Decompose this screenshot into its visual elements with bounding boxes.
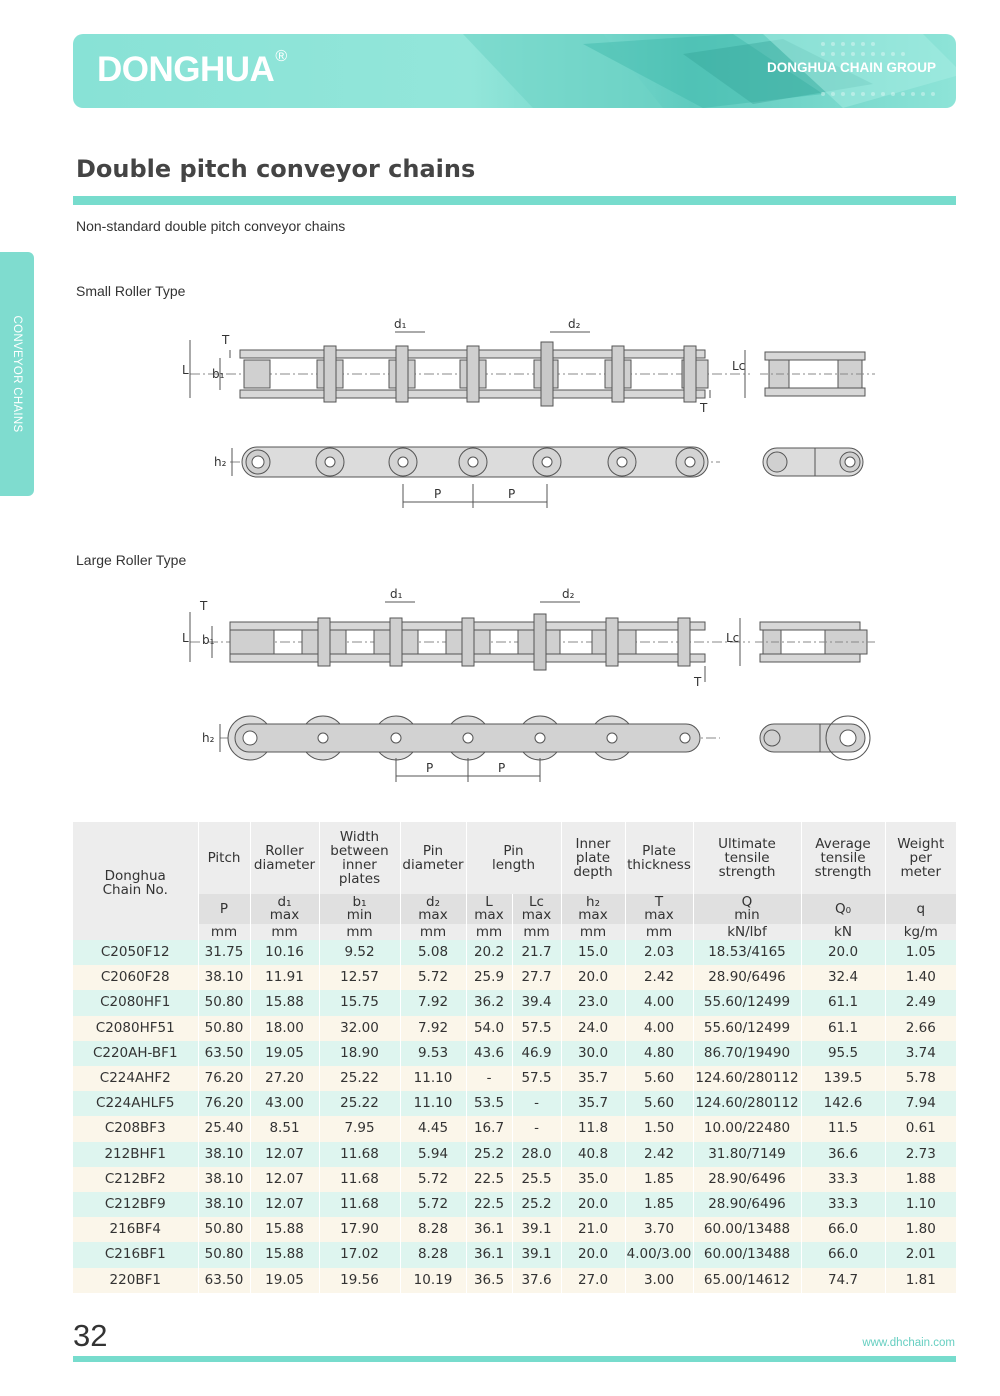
table-row — [73, 965, 956, 990]
table-cell: 24.0 — [561, 1016, 625, 1041]
table-cell: - — [512, 1116, 561, 1141]
table-cell: 38.10 — [198, 1167, 250, 1192]
dim-b1-small: b₁ — [212, 367, 225, 381]
symbol-cell: Q₀ — [801, 894, 885, 924]
table-cell: 20.2 — [466, 940, 512, 965]
table-cell: 124.60/280112 — [693, 1091, 801, 1116]
dim-h2-large: h₂ — [202, 731, 215, 745]
table-cell: 11.91 — [250, 965, 319, 990]
table-cell: 3.70 — [625, 1217, 693, 1242]
table-cell: 25.22 — [319, 1066, 400, 1091]
table-cell: 12.07 — [250, 1167, 319, 1192]
table-cell: 1.10 — [885, 1192, 956, 1217]
table-cell: 5.78 — [885, 1066, 956, 1091]
table-cell: 22.5 — [466, 1167, 512, 1192]
small-roller-label: Small Roller Type — [76, 283, 186, 299]
table-cell: 11.5 — [801, 1116, 885, 1141]
table-cell: 16.7 — [466, 1116, 512, 1141]
large-roller-diagram — [160, 582, 900, 782]
table-cell: 10.16 — [250, 940, 319, 965]
table-cell: 15.88 — [250, 1242, 319, 1267]
table-cell: 5.72 — [400, 1192, 466, 1217]
table-cell: 11.68 — [319, 1192, 400, 1217]
table-cell: 124.60/280112 — [693, 1066, 801, 1091]
table-cell: 39.4 — [512, 990, 561, 1015]
table-cell: 8.28 — [400, 1242, 466, 1267]
table-cell: 1.85 — [625, 1167, 693, 1192]
small-roller-diagram — [160, 312, 900, 512]
symbol-cell: h₂ max — [561, 894, 625, 924]
dim-T2-large: T — [694, 675, 702, 689]
table-cell: 5.72 — [400, 1167, 466, 1192]
unit-cell: kg/m — [885, 924, 956, 940]
table-cell: 12.07 — [250, 1192, 319, 1217]
table-cell: 11.68 — [319, 1142, 400, 1167]
chain-number-cell: C224AHF2 — [73, 1066, 198, 1091]
table-cell: 38.10 — [198, 965, 250, 990]
table-cell: 28.0 — [512, 1142, 561, 1167]
table-row — [73, 1217, 956, 1242]
chain-number-cell: C224AHLF5 — [73, 1091, 198, 1116]
table-cell: - — [466, 1066, 512, 1091]
table-cell: 36.1 — [466, 1217, 512, 1242]
spec-table — [73, 822, 956, 1293]
table-cell: 21.7 — [512, 940, 561, 965]
table-cell: 4.00/3.00 — [625, 1242, 693, 1267]
table-cell: 63.50 — [198, 1268, 250, 1293]
table-cell: 1.80 — [885, 1217, 956, 1242]
table-cell: 5.94 — [400, 1142, 466, 1167]
table-cell: 37.6 — [512, 1268, 561, 1293]
table-cell: 0.61 — [885, 1116, 956, 1141]
chain-number-cell: 212BHF1 — [73, 1142, 198, 1167]
table-cell: 7.95 — [319, 1116, 400, 1141]
table-cell: 1.50 — [625, 1116, 693, 1141]
unit-cell: mm — [466, 924, 512, 940]
table-cell: 66.0 — [801, 1242, 885, 1267]
table-cell: 15.75 — [319, 990, 400, 1015]
table-cell: 46.9 — [512, 1041, 561, 1066]
unit-cell: mm — [319, 924, 400, 940]
table-cell: 28.90/6496 — [693, 1167, 801, 1192]
table-cell: 18.00 — [250, 1016, 319, 1041]
table-cell: 74.7 — [801, 1268, 885, 1293]
header-plate-thickness: Plate thickness — [625, 822, 693, 894]
dim-Lc-small: Lc — [732, 359, 746, 373]
table-cell: 10.19 — [400, 1268, 466, 1293]
table-cell: 86.70/19490 — [693, 1041, 801, 1066]
table-cell: 38.10 — [198, 1142, 250, 1167]
dim-L-small: L — [182, 363, 189, 377]
dim-P1-large: P — [426, 761, 434, 775]
table-row — [73, 1066, 956, 1091]
table-cell: 2.73 — [885, 1142, 956, 1167]
table-cell: 35.0 — [561, 1167, 625, 1192]
table-cell: 139.5 — [801, 1066, 885, 1091]
page-title: Double pitch conveyor chains — [76, 155, 476, 183]
table-cell: 36.1 — [466, 1242, 512, 1267]
table-cell: 50.80 — [198, 1242, 250, 1267]
header-pin-diameter: Pin diameter — [400, 822, 466, 894]
table-cell: 50.80 — [198, 1217, 250, 1242]
table-cell: 17.02 — [319, 1242, 400, 1267]
table-cell: 76.20 — [198, 1066, 250, 1091]
table-cell: 55.60/12499 — [693, 990, 801, 1015]
table-cell: 25.2 — [466, 1142, 512, 1167]
table-cell: 76.20 — [198, 1091, 250, 1116]
page-subtitle: Non-standard double pitch conveyor chains — [76, 218, 346, 234]
table-cell: 33.3 — [801, 1192, 885, 1217]
table-cell: 35.7 — [561, 1091, 625, 1116]
header-weight: Weight per meter — [885, 822, 956, 894]
table-cell: 19.05 — [250, 1268, 319, 1293]
table-row — [73, 1142, 956, 1167]
unit-cell: mm — [625, 924, 693, 940]
symbol-cell: q — [885, 894, 956, 924]
dim-h2-small: h₂ — [214, 455, 227, 469]
table-cell: 43.00 — [250, 1091, 319, 1116]
table-cell: 11.10 — [400, 1066, 466, 1091]
table-cell: 18.53/4165 — [693, 940, 801, 965]
table-cell: 2.03 — [625, 940, 693, 965]
side-tab — [0, 252, 34, 496]
header-ultimate-strength: Ultimate tensile strength — [693, 822, 801, 894]
chain-number-cell: C212BF2 — [73, 1167, 198, 1192]
chain-number-cell: 220BF1 — [73, 1268, 198, 1293]
table-cell: 20.0 — [561, 1192, 625, 1217]
table-cell: 12.07 — [250, 1142, 319, 1167]
chain-number-cell: C212BF9 — [73, 1192, 198, 1217]
dim-T-large: T — [200, 599, 208, 613]
table-cell: 54.0 — [466, 1016, 512, 1041]
header-average-strength: Average tensile strength — [801, 822, 885, 894]
table-cell: 25.2 — [512, 1192, 561, 1217]
footer-divider — [73, 1356, 956, 1362]
table-cell: 18.90 — [319, 1041, 400, 1066]
group-name: DONGHUA CHAIN GROUP — [766, 60, 936, 75]
table-cell: 17.90 — [319, 1217, 400, 1242]
unit-cell: mm — [561, 924, 625, 940]
symbol-cell: Q min — [693, 894, 801, 924]
chain-number-cell: C220AH-BF1 — [73, 1041, 198, 1066]
table-cell: 61.1 — [801, 1016, 885, 1041]
table-cell: 35.7 — [561, 1066, 625, 1091]
chain-number-cell: C216BF1 — [73, 1242, 198, 1267]
chain-number-cell: C2080HF1 — [73, 990, 198, 1015]
unit-cell: mm — [250, 924, 319, 940]
table-cell: 63.50 — [198, 1041, 250, 1066]
table-row — [73, 990, 956, 1015]
table-cell: 2.49 — [885, 990, 956, 1015]
unit-cell — [73, 924, 198, 940]
dim-b1-large: b₁ — [202, 633, 215, 647]
table-cell: 66.0 — [801, 1217, 885, 1242]
table-cell: 19.05 — [250, 1041, 319, 1066]
table-cell: 7.92 — [400, 1016, 466, 1041]
unit-cell: mm — [198, 924, 250, 940]
symbol-cell: d₂ max — [400, 894, 466, 924]
table-cell: 65.00/14612 — [693, 1268, 801, 1293]
table-row — [73, 1192, 956, 1217]
table-row — [73, 1268, 956, 1293]
table-cell: 27.20 — [250, 1066, 319, 1091]
table-cell: 4.45 — [400, 1116, 466, 1141]
table-cell: 5.72 — [400, 965, 466, 990]
symbol-cell: d₁ max — [250, 894, 319, 924]
unit-cell: kN — [801, 924, 885, 940]
table-cell: 36.6 — [801, 1142, 885, 1167]
table-cell: 4.80 — [625, 1041, 693, 1066]
table-cell: 11.10 — [400, 1091, 466, 1116]
table-cell: 9.53 — [400, 1041, 466, 1066]
table-cell: 15.88 — [250, 990, 319, 1015]
table-cell: 1.85 — [625, 1192, 693, 1217]
table-cell: 20.0 — [561, 965, 625, 990]
table-cell: 12.57 — [319, 965, 400, 990]
table-cell: 25.9 — [466, 965, 512, 990]
table-cell: 27.7 — [512, 965, 561, 990]
dim-d1-small: d₁ — [394, 317, 407, 331]
table-cell: 3.74 — [885, 1041, 956, 1066]
chain-number-cell: C208BF3 — [73, 1116, 198, 1141]
symbol-cell: b₁ min — [319, 894, 400, 924]
table-cell: 55.60/12499 — [693, 1016, 801, 1041]
table-cell: 4.00 — [625, 1016, 693, 1041]
unit-cell: mm — [512, 924, 561, 940]
table-cell: 50.80 — [198, 1016, 250, 1041]
table-cell: 10.00/22480 — [693, 1116, 801, 1141]
table-cell: 28.90/6496 — [693, 965, 801, 990]
table-row — [73, 1091, 956, 1116]
table-cell: 27.0 — [561, 1268, 625, 1293]
chain-number-cell: C2050F12 — [73, 940, 198, 965]
table-row — [73, 1242, 956, 1267]
table-cell: 1.05 — [885, 940, 956, 965]
table-cell: 57.5 — [512, 1066, 561, 1091]
table-cell: 50.80 — [198, 990, 250, 1015]
table-cell: 25.5 — [512, 1167, 561, 1192]
unit-cell: kN/lbf — [693, 924, 801, 940]
table-cell: 2.42 — [625, 965, 693, 990]
table-cell: 30.0 — [561, 1041, 625, 1066]
table-cell: 2.42 — [625, 1142, 693, 1167]
table-cell: 57.5 — [512, 1016, 561, 1041]
dim-T-small: T — [222, 333, 230, 347]
table-cell: 4.00 — [625, 990, 693, 1015]
side-tab-label: CONVEYOR CHAINS — [11, 315, 23, 433]
symbol-cell: L max — [466, 894, 512, 924]
dim-P2-small: P — [508, 487, 516, 501]
table-cell: 1.88 — [885, 1167, 956, 1192]
table-cell: 61.1 — [801, 990, 885, 1015]
table-cell: 11.68 — [319, 1167, 400, 1192]
table-cell: 25.22 — [319, 1091, 400, 1116]
table-cell: - — [512, 1091, 561, 1116]
symbol-cell: T max — [625, 894, 693, 924]
header-pitch: Pitch — [198, 822, 250, 894]
header-chain-no: Donghua Chain No. — [73, 822, 198, 924]
chain-number-cell: C2060F28 — [73, 965, 198, 990]
page-number: 32 — [73, 1318, 108, 1353]
header-width: Width between inner plates — [319, 822, 400, 894]
table-cell: 1.40 — [885, 965, 956, 990]
header-pin-length: Pin length — [466, 822, 561, 894]
table-cell: 142.6 — [801, 1091, 885, 1116]
table-row — [73, 940, 956, 965]
table-cell: 7.92 — [400, 990, 466, 1015]
table-cell: 32.00 — [319, 1016, 400, 1041]
table-cell: 53.5 — [466, 1091, 512, 1116]
unit-cell: mm — [400, 924, 466, 940]
table-cell: 33.3 — [801, 1167, 885, 1192]
table-cell: 5.60 — [625, 1091, 693, 1116]
table-cell: 5.60 — [625, 1066, 693, 1091]
table-cell: 38.10 — [198, 1192, 250, 1217]
table-cell: 11.8 — [561, 1116, 625, 1141]
table-cell: 39.1 — [512, 1242, 561, 1267]
table-body — [73, 940, 956, 1293]
table-cell: 39.1 — [512, 1217, 561, 1242]
table-cell: 95.5 — [801, 1041, 885, 1066]
table-cell: 32.4 — [801, 965, 885, 990]
table-cell: 9.52 — [319, 940, 400, 965]
header-inner-plate-depth: Inner plate depth — [561, 822, 625, 894]
table-cell: 19.56 — [319, 1268, 400, 1293]
table-cell: 60.00/13488 — [693, 1217, 801, 1242]
table-cell: 7.94 — [885, 1091, 956, 1116]
dim-Lc-large: Lc — [726, 631, 740, 645]
chain-number-cell: C2080HF51 — [73, 1016, 198, 1041]
header-banner — [73, 34, 956, 108]
table-cell: 25.40 — [198, 1116, 250, 1141]
table-cell: 60.00/13488 — [693, 1242, 801, 1267]
table-cell: 36.2 — [466, 990, 512, 1015]
table-cell: 31.75 — [198, 940, 250, 965]
table-cell: 31.80/7149 — [693, 1142, 801, 1167]
table-cell: 15.88 — [250, 1217, 319, 1242]
symbol-cell: Lc max — [512, 894, 561, 924]
dim-P1-small: P — [434, 487, 442, 501]
brand-logo: DONGHUA® — [97, 48, 287, 89]
table-cell: 8.51 — [250, 1116, 319, 1141]
table-cell: 5.08 — [400, 940, 466, 965]
dim-d1-large: d₁ — [390, 587, 403, 601]
table-cell: 2.66 — [885, 1016, 956, 1041]
table-cell: 2.01 — [885, 1242, 956, 1267]
table-header — [73, 822, 956, 940]
symbol-cell: P — [198, 894, 250, 924]
table-cell: 23.0 — [561, 990, 625, 1015]
dim-d2-small: d₂ — [568, 317, 581, 331]
table-cell: 21.0 — [561, 1217, 625, 1242]
table-row — [73, 1167, 956, 1192]
table-cell: 40.8 — [561, 1142, 625, 1167]
website-url: www.dhchain.com — [862, 1337, 955, 1349]
title-divider — [73, 196, 956, 205]
table-row — [73, 1041, 956, 1066]
table-row — [73, 1016, 956, 1041]
dim-d2-large: d₂ — [562, 587, 575, 601]
table-cell: 20.0 — [561, 1242, 625, 1267]
dim-L-large: L — [182, 631, 189, 645]
dim-T2-small: T — [700, 401, 708, 415]
table-cell: 20.0 — [801, 940, 885, 965]
dim-P2-large: P — [498, 761, 506, 775]
table-cell: 36.5 — [466, 1268, 512, 1293]
table-cell: 8.28 — [400, 1217, 466, 1242]
large-roller-label: Large Roller Type — [76, 552, 187, 568]
table-cell: 3.00 — [625, 1268, 693, 1293]
table-cell: 1.81 — [885, 1268, 956, 1293]
chain-number-cell: 216BF4 — [73, 1217, 198, 1242]
header-roller-diameter: Roller diameter — [250, 822, 319, 894]
table-cell: 15.0 — [561, 940, 625, 965]
table-row — [73, 1116, 956, 1141]
table-cell: 43.6 — [466, 1041, 512, 1066]
table-cell: 28.90/6496 — [693, 1192, 801, 1217]
table-cell: 22.5 — [466, 1192, 512, 1217]
